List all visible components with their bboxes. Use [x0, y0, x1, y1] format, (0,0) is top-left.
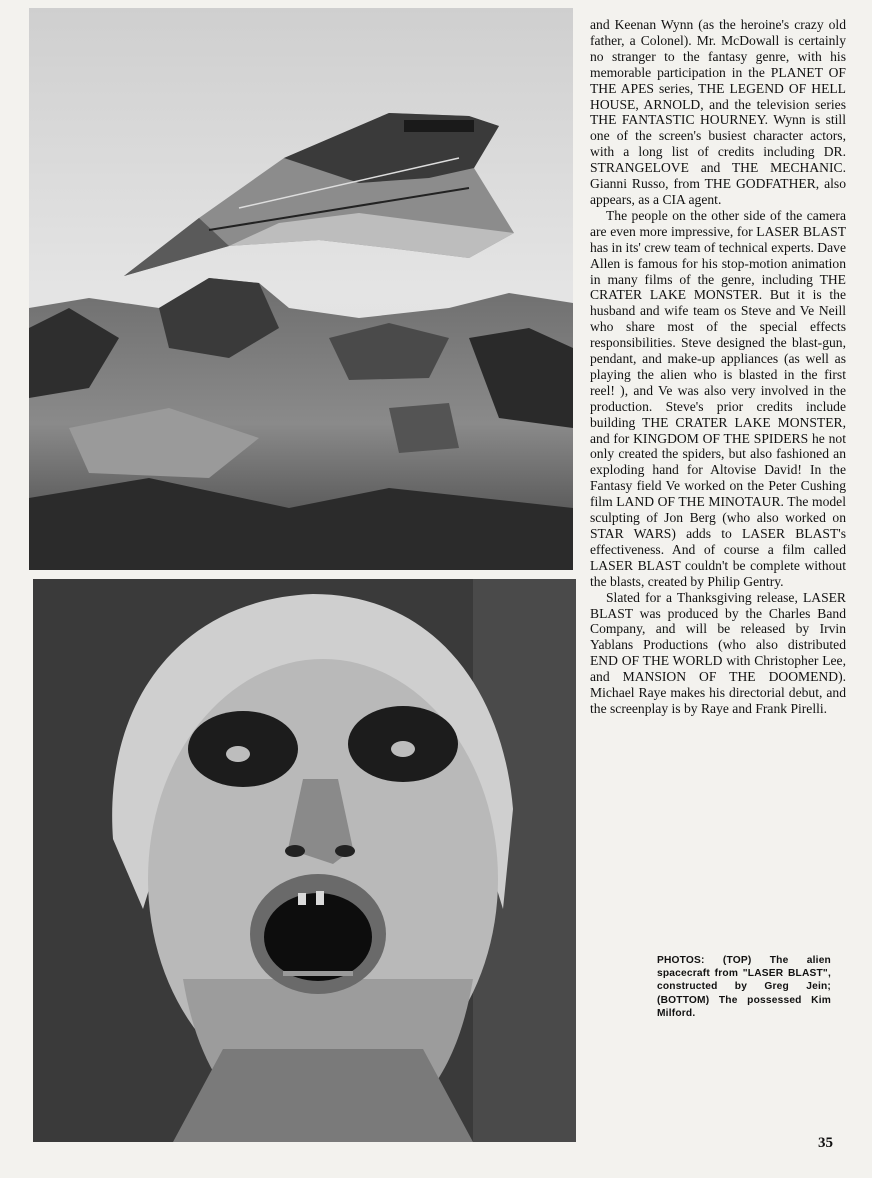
spacecraft-image: [29, 8, 573, 570]
article-paragraph: The people on the other side of the camera are even more impressive, for LASER BLAST has in its' crew team of technical experts. Dave Allen is famous for his stop-motion animation in many films of the genre, including THE CRATER LAKE MONSTER. But it is the husband and wife team os Steve and Ve Neill who share most of the special effects responsibilities. Steve designed the blast-gun, pendant, and make-up appliances (as well as playing the alien who is blasted in the first reel! ), and Ve was also very involved in the production. Steve's prior credits include building THE CRATER LAKE MONSTER, and for KINGDOM OF THE SPIDERS he not only created the spiders, but also fashioned an exploding hand for Altovise David! In the Fantasy field Ve worked on the Peter Cushing film LAND OF THE MINOTAUR. The model sculpting of Jon Berg (who also worked on STAR WARS) adds to LASER BLAST's effectiveness. And of course a film called LASER BLAST couldn't be complete without the blasts, created by Philip Gentry.: [590, 207, 846, 589]
photo-spacecraft: [29, 8, 573, 570]
photo-caption: [657, 954, 831, 1020]
page-number: 35: [818, 1135, 833, 1151]
article-text-column: [590, 17, 846, 717]
photo-caption-text: PHOTOS: (TOP) The alien spacecraft from "LASER BLAST", constructed by Greg Jein; (BOTTOM) The possessed Kim Milford.: [657, 955, 831, 1019]
photo-possessed-face: [33, 579, 576, 1142]
article-paragraph: and Keenan Wynn (as the heroine's crazy old father, a Colonel). Mr. McDowall is certainly no stranger to the fantasy genre, with his memorable participation in the PLANET OF THE APES series, THE LEGEND OF HELL HOUSE, ARNOLD, and the television series THE FANTASTIC HOURNEY. Wynn is still one of the screen's busiest character actors, with a long list of credits including DR. STRANGELOVE and THE MECHANIC. Gianni Russo, from THE GODFATHER, also appears, as a CIA agent.: [590, 17, 846, 207]
face-image: [33, 579, 576, 1142]
article-paragraph: Slated for a Thanksgiving release, LASER BLAST was produced by the Charles Band Company, and will be released by Irvin Yablans Productions (who also distributed END OF THE WORLD with Christopher Lee, and MANSION OF THE DOOMEND). Michael Raye makes his directorial debut, and the screenplay is by Raye and Frank Pirelli.: [590, 589, 846, 716]
